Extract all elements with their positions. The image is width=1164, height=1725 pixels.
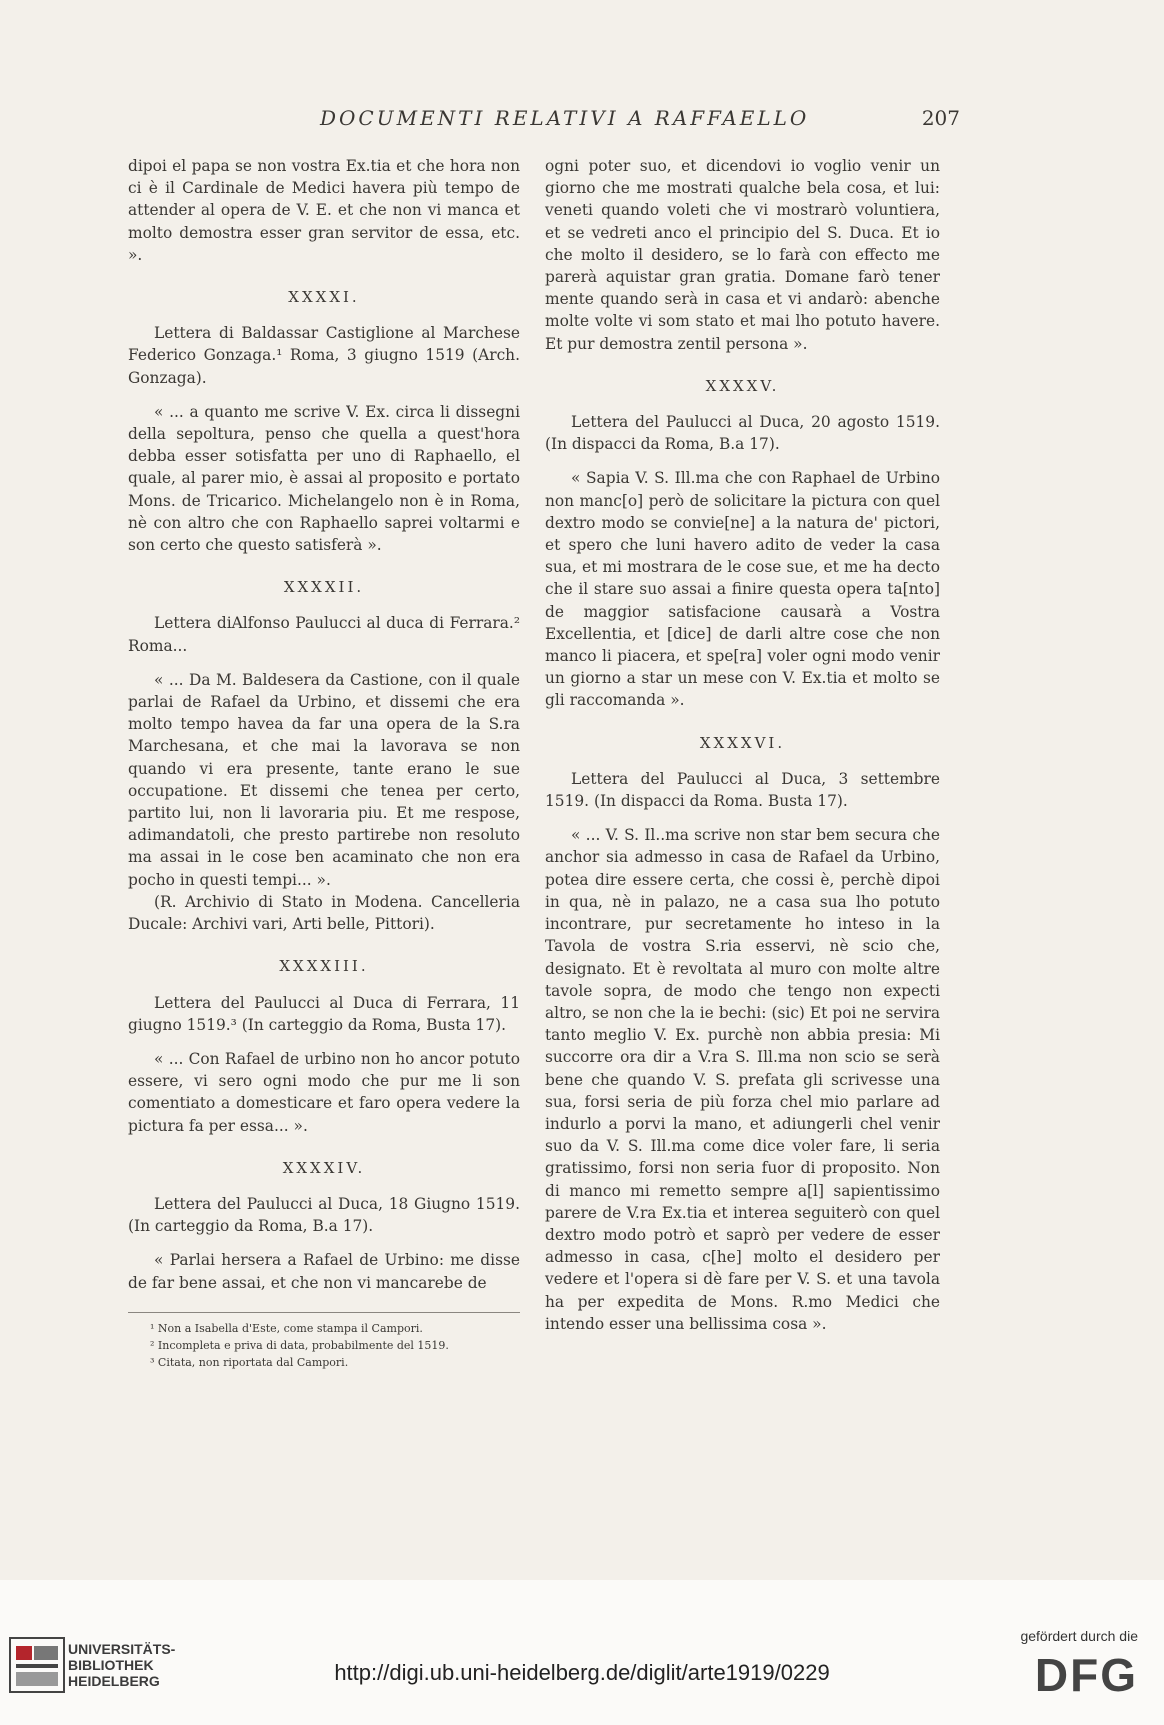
running-title: DOCUMENTI RELATIVI A RAFFAELLO: [320, 106, 810, 130]
paragraph: ogni poter suo, et dicendovi io voglio venir un giorno che me mostrati qualche bela cosa, et lui: veneti quando voleti che vi mostrarò voluntiera, et se vedreti anco el principio del S. Duca. Et io che molto il desidero, se lo farà con effecto me parerà aquistar gran gratia. Domane farò tener mente quando serà in casa et vi andarò: abenche molte volte vi som stato et mai lho potuto havere. Et pur demostra zentil persona ».: [545, 157, 940, 353]
paragraph: Lettera di Baldassar Castiglione al Marchese Federico Gonzaga.¹ Roma, 3 giugno 1519 (Arch. Gonzaga).: [128, 324, 520, 387]
paragraph: « ... V. S. Il..ma scrive non star bem secura che anchor sia admesso in casa de Rafael da Urbino, potea dire essere certa, che cossi è, perchè dipoi in qua, nè in palazo, ne a casa sua lho potuto incontrare, pur secretamente ho inteso in la Tavola de vostra S.ria esservi, nè scio che, designato. Et è revoltata al muro con molte altre tavole sopra, de modo che tengo non expecti altro, se non che la ie bechi: (sic) Et poi ne servira tanto meglio V. Ex. purchè non abbia presia: Mi succorre ora dir a V.ra S. Ill.ma non scio se serà bene che quando V. S. prefata gli scrivesse una sua, forsi seria de più forza chel mio parlare ad indurlo a porvi la mano, et adiungerli chel venir suo da V. S. Ill.ma come dice voler fare, li seria gratissimo, forsi non seria fuor di proposito. Non di manco mi remetto sempre a[l] sapientissimo parere de V.ra Ex.tia et interea seguiterò con quel dextro modo potrò et saprò per vedere de esser admesso in casa, c[he] molto el desidero per vedere et l'opera si dè fare per V. S. et una tavola ha per expedita de Mons. R.mo Medici che intendo esser una bellissima cosa ».: [545, 826, 940, 1333]
paragraph: Lettera del Paulucci al Duca, 18 Giugno 1519. (In carteggio da Roma, B.a 17).: [128, 1194, 520, 1236]
paragraph: Lettera del Paulucci al Duca, 20 agosto 1519. (In dispacci da Roma, B.a 17).: [545, 413, 940, 454]
funding-label: gefördert durch die: [1020, 1628, 1138, 1644]
footnote-rule: [128, 1312, 520, 1313]
paragraph: « Sapia V. S. Ill.ma che con Raphael de Urbino non manc[o] però de solicitare la pictura con quel dextro modo se convie[ne] a la natura de' pictori, et spero che luni havero adito de veder la casa sua, et mi mostrara de le cose sue, et me ha decto che il stare suo assai a finire questa opera ta[nto] de maggior satisfacione causarà a Vostra Excellentia, et [dice] de darli altre cose che non manco li piacera, et spe[ra] voler ogni modo venir un giorno a star un mese con V. Ex.tia et molto se gli raccomanda ».: [545, 469, 940, 710]
section-heading: XXXXI.: [288, 288, 360, 307]
paragraph: (R. Archivio di Stato in Modena. Cancelleria Ducale: Archivi vari, Arti belle, Pittori).: [128, 892, 520, 934]
footnotes-block: [150, 1320, 530, 1371]
section-heading: XXXXII.: [283, 578, 365, 597]
footnote: ¹ Non a Isabella d'Este, come stampa il Campori.: [150, 1322, 423, 1335]
paragraph: Lettera del Paulucci al Duca, 3 settembre 1519. (In dispacci da Roma. Busta 17).: [545, 769, 940, 811]
page-number: 207: [921, 106, 960, 130]
permalink[interactable]: http://digi.ub.uni-heidelberg.de/diglit/arte1919/0229: [334, 1660, 830, 1685]
section-heading: XXXXV.: [705, 376, 780, 395]
viewer-footer: [0, 1580, 1164, 1725]
paragraph: « Parlai hersera a Rafael de Urbino: me disse de far bene assai, et che non vi mancarebe de: [128, 1251, 520, 1292]
paragraph: « ... Con Rafael de urbino non ho ancor potuto essere, vi sero ogni modo che pur me li son comentiato a domesticare et faro opera vedere la pictura fa per essa... ».: [128, 1049, 520, 1135]
paragraph: « ... Da M. Baldesera da Castione, con il quale parlai de Rafael da Urbino, et dissemi che era molto tempo havea da far una opera de la S.ra Marchesana, et che mai la lavorava se non quando vi era presente, tante erano le sue occupatione. Et dissemi che tenea per certo, partito lui, non li lavoraria piu. Et me respose, adimandatoli, che presto partirebe non resoluto ma assai in le cose ben acaminato che non era pocho in questi tempi... ».: [128, 670, 520, 889]
page-header: [120, 106, 960, 138]
footnote: ³ Citata, non riportata dal Campori.: [150, 1356, 349, 1369]
library-name: UNIVERSITÄTS- BIBLIOTHEK HEIDELBERG: [68, 1641, 176, 1689]
paragraph: Lettera del Paulucci al Duca di Ferrara, 11 giugno 1519.³ (In carteggio da Roma, Busta 17).: [128, 993, 520, 1034]
paragraph: Lettera diAlfonso Paulucci al duca di Ferrara.² Roma...: [128, 614, 520, 655]
left-column: [128, 155, 520, 1294]
section-heading: XXXXIII.: [279, 957, 369, 976]
section-heading: XXXXIV.: [282, 1158, 366, 1177]
footnote: ² Incompleta e priva di data, probabilmente del 1519.: [150, 1339, 449, 1352]
section-heading: XXXXVI.: [699, 733, 786, 752]
right-column: [545, 155, 940, 1335]
paragraph: dipoi el papa se non vostra Ex.tia et che hora non ci è il Cardinale de Medici havera più tempo de attender al opera de V. E. et che non vi manca et molto demostra esser gran servitor de essa, etc. ».: [128, 157, 520, 264]
paragraph: « ... a quanto me scrive V. Ex. circa li dissegni della sepoltura, penso che quella a quest'hora debba esser sotisfatta per uno di Raphaello, el quale, al parer mio, è assai al proposito e portato Mons. de Tricarico. Michelangelo non è in Roma, nè con altro che con Raphaello saprei voltarmi e son certo che questo satisferà ».: [128, 402, 520, 555]
dfg-logo: DFG: [1034, 1649, 1138, 1701]
